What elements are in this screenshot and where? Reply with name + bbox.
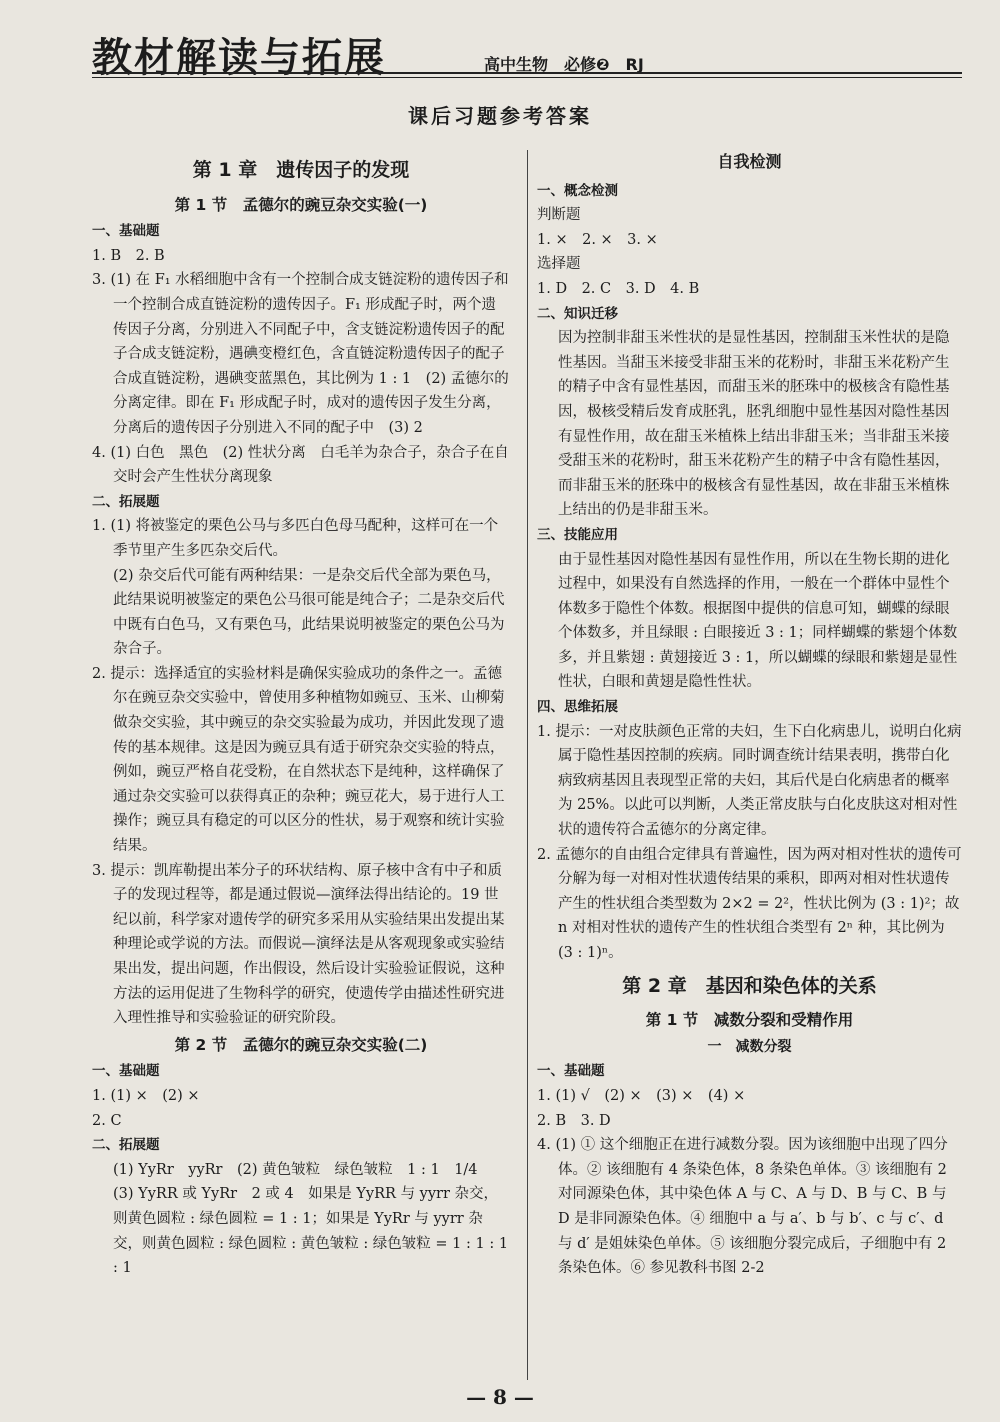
exercise-heading: 一、概念检测 (537, 182, 618, 199)
running-header (92, 22, 962, 81)
answer-item: 由于显性基因对隐性基因有显性作用，所以在生物长期的进化过程中，如果没有自然选择的作用，一般在一个群体中显性个体数多于隐性个体数。根据图中提供的信息可知，蝴蝶的绿眼个体数多，并且绿眼 : 白眼接近 3 : 1；同样蝴蝶的紫翅个体数多，并且紫翅 : 黄翅接近 3 : 1，所以蝴蝶的绿眼和紫翅是显性性状，白眼和黄翅是隐性性状。 (558, 551, 958, 691)
question-type: 判断题 (537, 207, 581, 224)
answer-item: 3. (1) 在 F₁ 水稻细胞中含有一个控制合成支链淀粉的遗传因子和一个控制合成直链淀粉的遗传因子。F₁ 形成配子时，两个遗传因子分离，分别进入不同配子中，含支链淀粉遗传因子的配子合成支链淀粉，遇碘变橙红色，含直链淀粉遗传因子的配子合成直链淀粉，遇碘变蓝黑色，其比例为 1 : 1 (2) 孟德尔的分离定律。即在 F₁ 形成配子时，成对的遗传因子发生分离，分离后的遗传因子分别进入不同的配子中 (3) 2 (92, 272, 509, 436)
page-number: — 8 — (466, 1385, 534, 1409)
left-column (92, 150, 510, 1281)
subsection-heading: 一 减数分裂 (707, 1038, 792, 1055)
answer-item: 1. (1) 将被鉴定的栗色公马与多匹白色母马配种，这样可在一个季节里产生多匹杂交后代。 (92, 518, 499, 559)
answer-item: (1) YyRr yyRr (2) 黄色皱粒 绿色皱粒 1 : 1 1/4 (113, 1161, 478, 1178)
answer-item: 2. B 3. D (537, 1112, 611, 1129)
answer-item: 1. D 2. C 3. D 4. B (537, 280, 700, 297)
answer-item: 2. 提示：选择适宜的实验材料是确保实验成功的条件之一。孟德尔在豌豆杂交实验中，曾使用多种植物如豌豆、玉米、山柳菊做杂交实验，其中豌豆的杂交实验最为成功，并因此发现了遗传的基本规律。这是因为豌豆具有适于研究杂交实验的特点，例如，豌豆严格自花受粉，在自然状态下是纯种，这样确保了通过杂交实验可以获得真正的杂种；豌豆花大，易于进行人工操作；豌豆具有稳定的可以区分的性状，易于观察和统计实验结果。 (92, 665, 505, 855)
chapter-heading: 第 1 章 遗传因子的发现 (192, 159, 410, 181)
section-heading: 第 1 节 减数分裂和受精作用 (645, 1011, 854, 1030)
answer-item: 2. C (92, 1112, 122, 1129)
question-type: 选择题 (537, 256, 581, 273)
answer-item: (2) 杂交后代可能有两种结果：一是杂交后代全部为栗色马，此结果说明被鉴定的栗色公马很可能是纯合子；二是杂交后代中既有白色马，又有栗色马，此结果说明被鉴定的栗色公马为杂合子。 (113, 567, 505, 658)
exercise-heading: 三、技能应用 (537, 526, 618, 543)
section-heading: 第 2 节 孟德尔的豌豆杂交实验(二) (174, 1035, 428, 1054)
exercise-heading: 四、思维拓展 (537, 699, 618, 716)
answer-item: 1. (1) √ (2) × (3) × (4) × (537, 1087, 746, 1104)
answer-item: 3. 提示：凯库勒提出苯分子的环状结构、原子核中含有中子和质子的发现过程等，都是通过假说—演绎法得出结论的。19 世纪以前，科学家对遗传学的研究多采用从实验结果出发提出某种理论或学说的方法。而假说—演绎法是从客观现象或实验结果出发，提出问题，作出假设，然后设计实验验证假说，这种方法的运用促进了生物科学的研究，使遗传学由描述性研究进入理性推导和实验验证的研究阶段。 (92, 862, 505, 1027)
answer-item: 1. (1) × (2) × (92, 1087, 200, 1104)
answer-item: 1. × 2. × 3. × (537, 231, 658, 248)
exercise-heading: 二、拓展题 (92, 1137, 160, 1154)
answer-item: 4. (1) ① 这个细胞正在进行减数分裂。因为该细胞中出现了四分体。② 该细胞有 4 条染色体，8 条染色单体。③ 该细胞有 2 对同源染色体，其中染色体 A 与 C、A 与 D、B 与 C、B 与 D 是非同源染色体。④ 细胞中 a 与 a′、b 与 b′、c 与 c′、d 与 d′ 是姐妹染色单体。⑤ 该细胞分裂完成后，子细胞中有 2 条染色体。⑥ 参见教科书图 2-2 (537, 1137, 948, 1277)
exercise-heading: 二、拓展题 (92, 493, 160, 510)
answer-item: 因为控制非甜玉米性状的是显性基因，控制甜玉米性状的是隐性基因。当甜玉米接受非甜玉米的花粉时，非甜玉米花粉产生的精子中含有显性基因，而甜玉米的胚珠中的极核含有隐性基因，极核受精后发育成胚乳，胚乳细胞中显性基因对隐性基因有显性作用，故在甜玉米植株上结出非甜玉米；当非甜玉米接受甜玉米的花粉时，甜玉米花粉产生的精子中含有隐性基因，而非甜玉米的胚珠中的极核含有显性基因，故在非甜玉米植株上结出的仍是非甜玉米。 (558, 330, 950, 519)
section-heading: 第 1 节 孟德尔的豌豆杂交实验(一) (174, 195, 428, 214)
answer-item: 2. 孟德尔的自由组合定律具有普遍性，因为两对相对性状的遗传可分解为每一对相对性状遗传结果的乘积，即两对相对性状遗传产生的性状组合类型数为 2×2 = 2²，性状比例为 (3 : 1)²；故 n 对相对性状的遗传产生的性状组合类型有 2ⁿ 种，其比例为 (3 : 1)ⁿ。 (537, 846, 962, 961)
answer-item: 4. (1) 白色 黑色 (2) 性状分离 白毛羊为杂合子，杂合子在自交时会产生性状分离现象 (92, 444, 509, 486)
chapter-heading: 第 2 章 基因和染色体的关系 (622, 974, 877, 997)
exercise-heading: 一、基础题 (537, 1063, 605, 1080)
exercise-heading: 二、知识迁移 (537, 305, 618, 322)
answer-item: (3) YyRR 或 YyRr 2 或 4 如果是 YyRR 与 yyrr 杂交，则黄色圆粒 : 绿色圆粒 = 1 : 1；如果是 YyRr 与 yyrr 杂交，则黄色圆粒 : 绿色圆粒 : 黄色皱粒 : 绿色皱粒 = 1 : 1 : 1 : 1 (113, 1186, 509, 1277)
subject-label: 高中生物 必修❷ RJ (484, 55, 644, 74)
page-title: 课后习题参考答案 (408, 104, 592, 128)
right-column (537, 150, 962, 1281)
header-rule (92, 72, 962, 74)
answer-item: 1. B 2. B (92, 247, 165, 264)
book-title: 教材解读与拓展 (92, 35, 386, 81)
self-test-heading: 自我检测 (717, 152, 782, 171)
exercise-heading: 一、基础题 (92, 223, 160, 240)
answer-item: 1. 提示：一对皮肤颜色正常的夫妇，生下白化病患儿，说明白化病属于隐性基因控制的疾病。同时调查统计结果表明，携带白化病致病基因且表现型正常的夫妇，其后代是白化病患者的概率为 25%。以此可以判断，人类正常皮肤与白化皮肤这对相对性状的遗传符合孟德尔的分离定律。 (537, 723, 962, 839)
exercise-heading: 一、基础题 (92, 1063, 160, 1080)
header-rule-thin (92, 77, 962, 78)
column-divider (527, 150, 528, 1380)
